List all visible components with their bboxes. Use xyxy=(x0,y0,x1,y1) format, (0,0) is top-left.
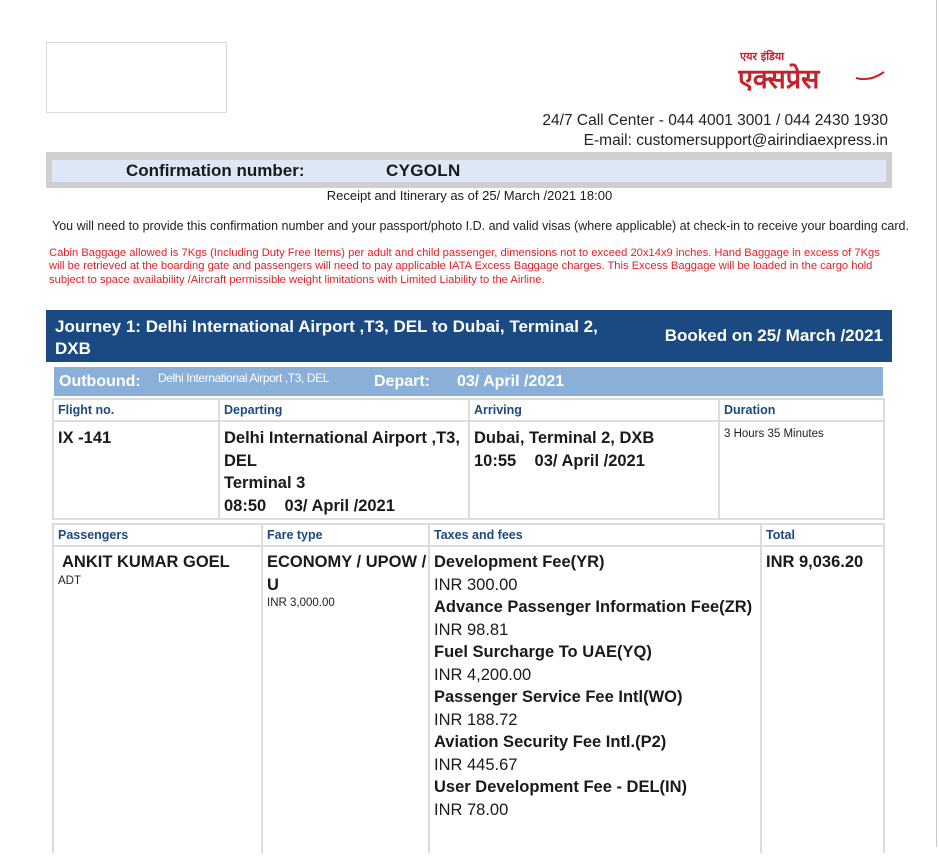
duration: 3 Hours 35 Minutes xyxy=(720,422,883,518)
air-india-express-logo xyxy=(738,48,888,96)
passenger-cell xyxy=(54,547,261,857)
confirmation-bar xyxy=(46,152,892,188)
tax-4-name: Aviation Security Fee Intl.(P2) xyxy=(434,733,667,751)
booked-on: Booked on 25/ March /2021 xyxy=(664,326,883,345)
departing-datetime xyxy=(224,495,468,518)
arriving-airport: Dubai, Terminal 2, DXB xyxy=(474,429,655,447)
tax-0-name: Development Fee(YR) xyxy=(434,553,605,571)
header-departing: Departing xyxy=(220,400,468,420)
tax-2-amount: INR 4,200.00 xyxy=(434,665,532,684)
arriving-date: 03/ April /2021 xyxy=(534,451,645,470)
outbound-label: Outbound: xyxy=(59,373,141,390)
agency-logo-placeholder xyxy=(46,42,227,113)
journey-header xyxy=(46,310,892,362)
tax-2-name: Fuel Surcharge To UAE(YQ) xyxy=(434,643,652,661)
flight-table xyxy=(52,398,885,520)
tax-1-amount: INR 98.81 xyxy=(434,620,509,639)
header-total: Total xyxy=(762,525,883,545)
depart-date: 03/ April /2021 xyxy=(457,373,565,390)
fare-cell xyxy=(263,547,428,857)
svg-text:एयर इंडिया: एयर इंडिया xyxy=(740,50,785,63)
fare-type: ECONOMY / UPOW / U xyxy=(267,553,427,594)
baggage-notice: Cabin Baggage allowed is 7Kgs (Including Duty Free Items) per adult and child passenger, dimensions not to exceed 20x14x9 inches. Hand Baggage in excess of 7Kgs will be retrieved at the boarding gate and passengers will need to pay applicable IATA Excess Baggage charges. This Excess Baggage will be loaded in the cargo hold subject to space availability /Aircraft permissible weight limitations with Limited Liability to the Airline. xyxy=(49,247,880,286)
header-taxes: Taxes and fees xyxy=(430,525,760,545)
confirmation-label: Confirmation number: xyxy=(126,161,305,180)
header-passengers: Passengers xyxy=(54,525,261,545)
departing-terminal: Terminal 3 xyxy=(224,474,306,492)
svg-text:एक्सप्रेस: एक्सप्रेस xyxy=(738,64,820,95)
fare-amount: INR 3,000.00 xyxy=(267,597,335,609)
receipt-line: Receipt and Itinerary as of 25/ March /2021 18:00 xyxy=(326,188,613,203)
total-amount: INR 9,036.20 xyxy=(762,547,883,857)
departing-date: 03/ April /2021 xyxy=(284,496,395,515)
outbound-airport: Delhi International Airport ,T3, DEL xyxy=(158,371,330,385)
passenger-table xyxy=(52,523,885,853)
outbound-bar xyxy=(54,367,883,396)
header-arriving: Arriving xyxy=(470,400,718,420)
tax-5-amount: INR 78.00 xyxy=(434,800,509,819)
confirmation-number: CYGOLN xyxy=(386,161,461,180)
header-flight-no: Flight no. xyxy=(54,400,218,420)
flight-number: IX -141 xyxy=(54,422,218,518)
tax-3-name: Passenger Service Fee Intl(WO) xyxy=(434,688,683,706)
contact-info xyxy=(542,111,888,151)
confirmation-inner xyxy=(52,160,886,182)
taxes-cell xyxy=(430,547,760,857)
tax-3-amount: INR 188.72 xyxy=(434,710,518,729)
arriving-time: 10:55 xyxy=(474,451,517,470)
passenger-type: ADT xyxy=(58,574,81,587)
header-duration: Duration xyxy=(720,400,883,420)
checkin-notice: You will need to provide this confirmation number and your passport/photo I.D. and valid visas (where applicable) at check-in to receive your boarding card. xyxy=(52,219,909,233)
header-fare-type: Fare type xyxy=(263,525,428,545)
arriving-cell xyxy=(470,422,718,518)
depart-label: Depart: xyxy=(374,373,431,390)
departing-airport: Delhi International Airport ,T3, DEL xyxy=(224,429,460,470)
arriving-datetime xyxy=(474,450,718,473)
support-email: E-mail: customersupport@airindiaexpress.in xyxy=(583,132,888,149)
departing-time: 08:50 xyxy=(224,496,267,515)
tax-0-amount: INR 300.00 xyxy=(434,575,518,594)
journey-title: Journey 1: Delhi International Airport ,T3, DEL to Dubai, Terminal 2, DXB xyxy=(55,317,598,358)
tax-5-name: User Development Fee - DEL(IN) xyxy=(434,778,688,796)
call-center: 24/7 Call Center - 044 4001 3001 / 044 2430 1930 xyxy=(542,112,888,129)
tax-1-name: Advance Passenger Information Fee(ZR) xyxy=(434,598,753,616)
passenger-name: ANKIT KUMAR GOEL xyxy=(62,553,230,571)
tax-4-amount: INR 445.67 xyxy=(434,755,518,774)
departing-cell xyxy=(220,422,468,518)
